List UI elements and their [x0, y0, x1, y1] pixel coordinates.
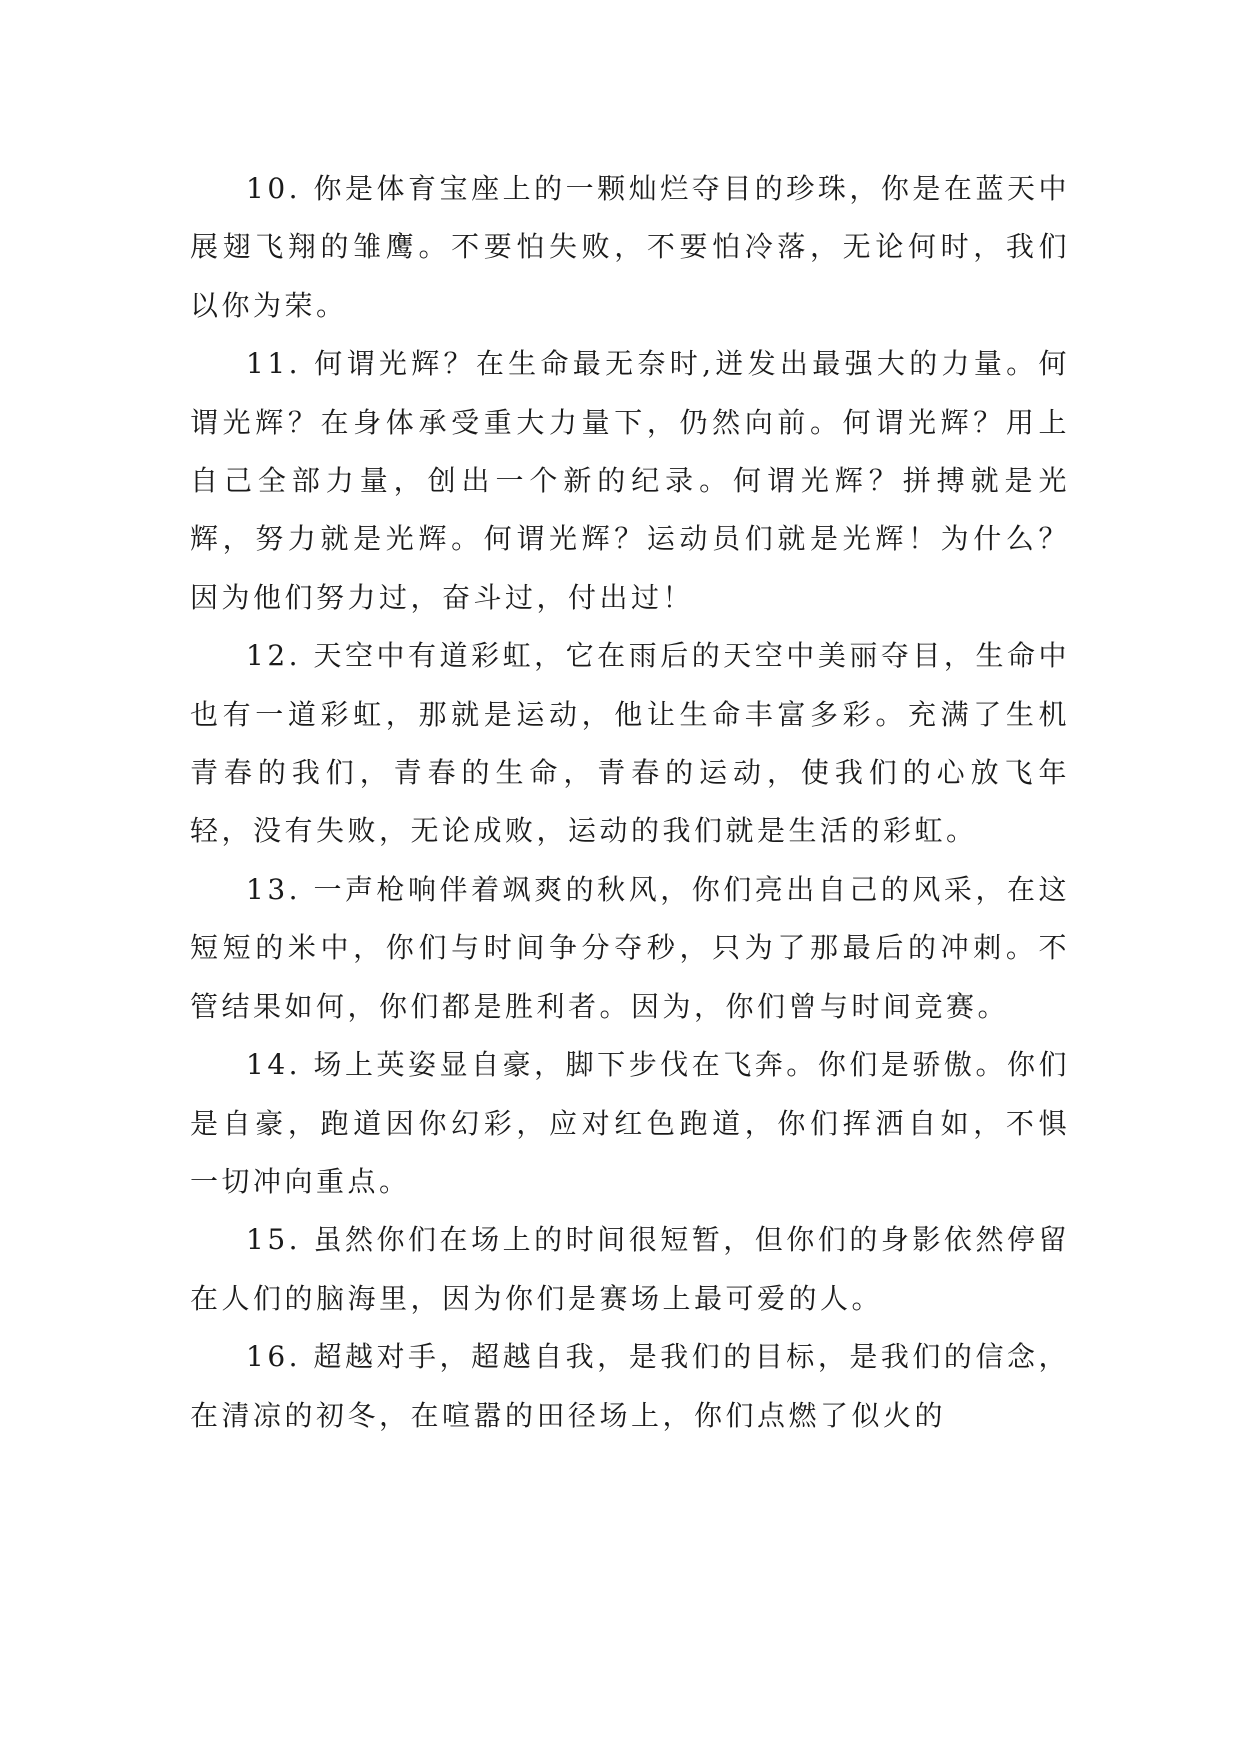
paragraph-14: 14. 场上英姿显自豪，脚下步伐在飞奔。你们是骄傲。你们是自豪，跑道因你幻彩，应对红色跑道，你们挥洒自如，不惧一切冲向重点。 [190, 1048, 1070, 1198]
document-body [190, 160, 1070, 1445]
paragraph-10: 10. 你是体育宝座上的一颗灿烂夺目的珍珠，你是在蓝天中展翅飞翔的雏鹰。不要怕失败，不要怕冷落，无论何时，我们以你为荣。 [190, 172, 1070, 322]
paragraph-13: 13. 一声枪响伴着飒爽的秋风，你们亮出自己的风采，在这短短的米中，你们与时间争分夺秒，只为了那最后的冲刺。不管结果如何，你们都是胜利者。因为，你们曾与时间竞赛。 [190, 872, 1070, 1023]
paragraph-11: 11. 何谓光辉？在生命最无奈时,迸发出最强大的力量。何谓光辉？在身体承受重大力量下，仍然向前。何谓光辉？用上自己全部力量，创出一个新的纪录。何谓光辉？拼搏就是光辉，努力就是光辉。何谓光辉？运动员们就是光辉！为什么？因为他们努力过，奋斗过，付出过！ [190, 347, 1070, 614]
paragraph-15: 15. 虽然你们在场上的时间很短暂，但你们的身影依然停留在人们的脑海里，因为你们是赛场上最可爱的人。 [190, 1223, 1070, 1315]
paragraph-16: 16. 超越对手，超越自我，是我们的目标，是我们的信念，在清凉的初冬，在喧嚣的田径场上，你们点燃了似火的 [190, 1340, 1070, 1432]
paragraph-12: 12. 天空中有道彩虹，它在雨后的天空中美丽夺目，生命中也有一道彩虹，那就是运动，他让生命丰富多彩。充满了生机青春的我们，青春的生命，青春的运动，使我们的心放飞年轻，没有失败，无论成败，运动的我们就是生活的彩虹。 [190, 639, 1070, 848]
